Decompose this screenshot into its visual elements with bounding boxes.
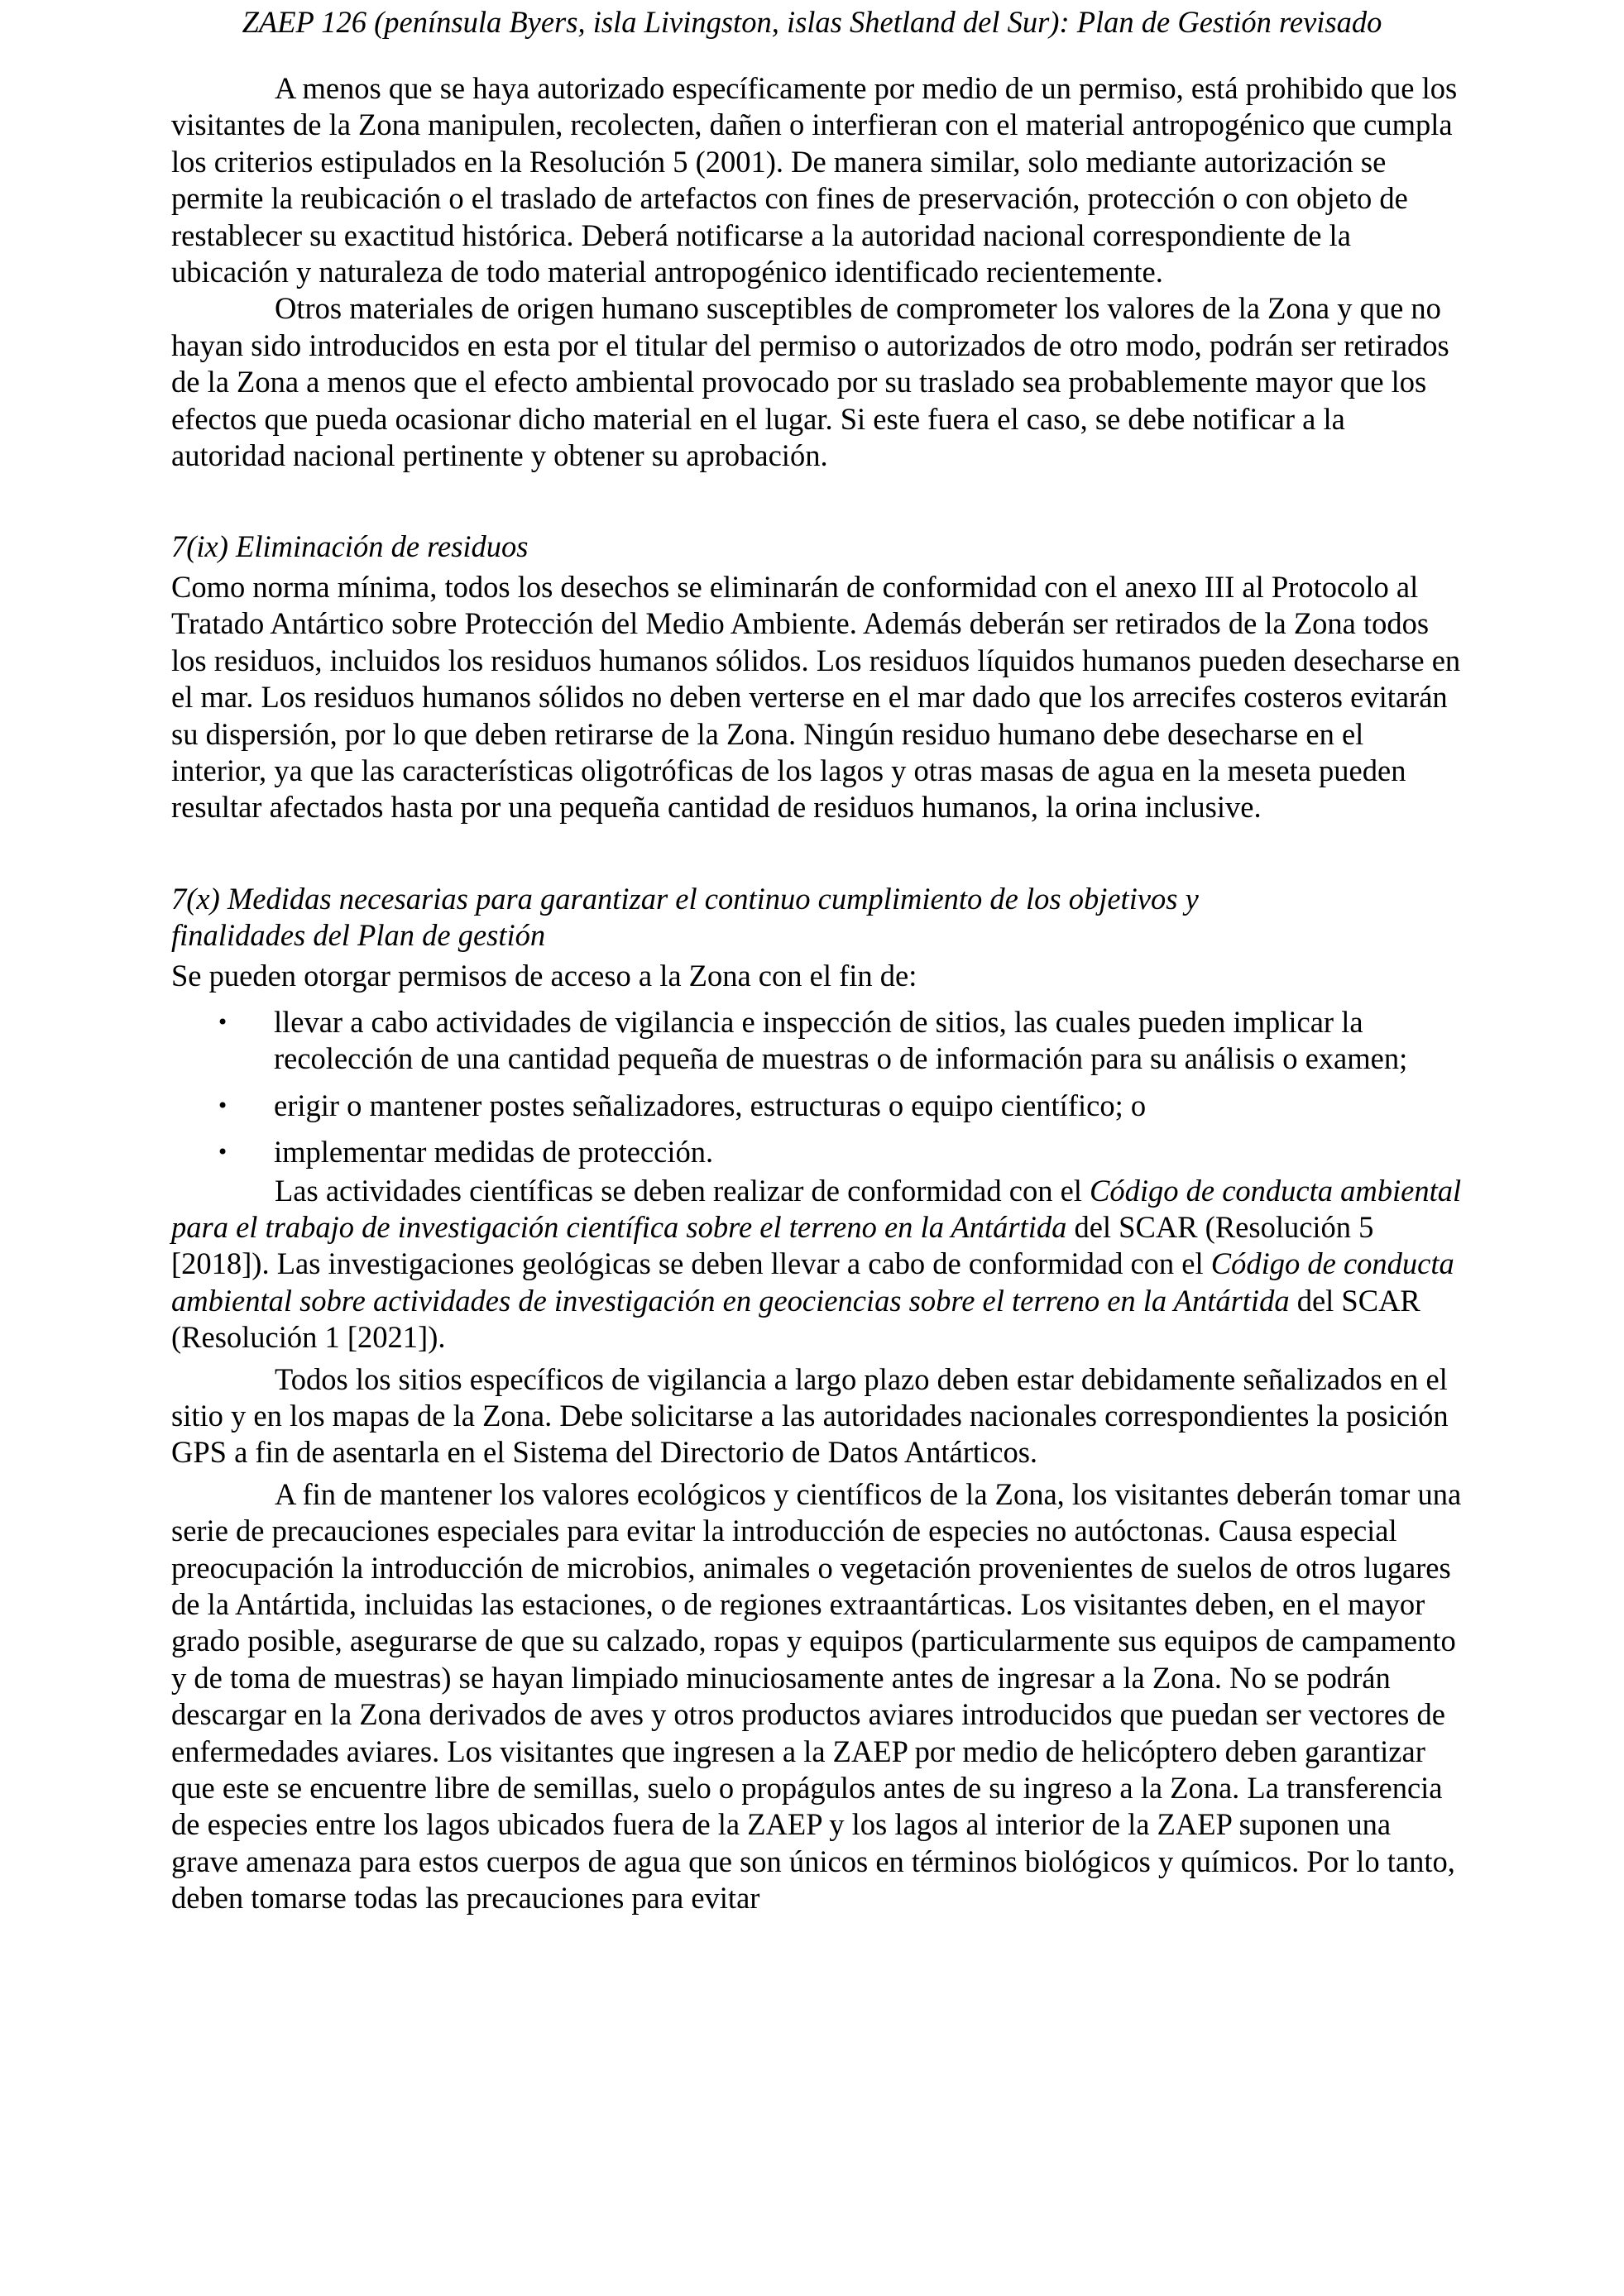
codes-text-1: Las actividades científicas se deben realizar de conformidad con el — [275, 1173, 1090, 1208]
bullet-icon: • — [217, 1010, 229, 1034]
paragraph-artifacts: A menos que se haya autorizado específicamente por medio de un permiso, está prohibido que los visitantes de la Zona manipulen, recolecten, dañen o interfieran con el material antropogénico que cumpla los criterios estipulados en la Resolución 5 (2001). De manera similar, solo mediante autorización se permite la reubicación o el traslado de artefactos con fines de preservación, protección o con objeto de restablecer su exactitud histórica. Deberá notificarse a la autoridad nacional correspondiente de la ubicación y naturaleza de todo material antropogénico identificado recientemente. — [171, 71, 1458, 289]
code-title-geosciences: Código de conducta ambiental sobre actividades de investigación en geociencias sobre el terreno en la Antártida — [171, 1246, 1454, 1318]
section-title-measures-line2: finalidades del Plan de gestión — [171, 918, 546, 953]
bullet-icon: • — [217, 1141, 229, 1165]
list-item — [171, 1088, 1462, 1124]
list-item — [171, 1004, 1462, 1078]
list-item-text: llevar a cabo actividades de vigilancia e inspección de sitios, las cuales pueden implicar la recolección de una cantidad pequeña de muestras o de información para su análisis o examen; — [274, 1004, 1408, 1076]
paragraph-codes-of-conduct — [171, 1173, 1462, 1356]
bullet-icon: • — [217, 1093, 229, 1117]
section-title-measures-line1: 7(x) Medidas necesarias para garantizar el continuo cumplimiento de los objetivos y — [171, 881, 1199, 916]
section-title-waste: 7(ix) Eliminación de residuos — [171, 529, 529, 564]
permit-purposes-list — [171, 1004, 1462, 1171]
running-header: ZAEP 126 (península Byers, isla Livingston, islas Shetland del Sur): Plan de Gestión revisado — [242, 5, 1382, 39]
codes-text-3: del SCAR (Resolución 1 [2021]). — [171, 1283, 1420, 1355]
list-item-text: implementar medidas de protección. — [274, 1135, 714, 1170]
paragraph-non-native-species: A fin de mantener los valores ecológicos y científicos de la Zona, los visitantes deberán tomar una serie de precauciones especiales para evitar la introducción de especies no autóctonas. Causa especial preocupación la introducción de microbios, animales o vegetación provenientes de suelos de otros lugares de la Antártida, incluidas las estaciones, o de regiones extraantárticas. Los visitantes deben, en el mayor grado posible, asegurarse de que su calzado, ropas y equipos (particularmente sus equipos de campamento y de toma de muestras) se hayan limpiado minuciosamente antes de ingresar a la Zona. No se podrán descargar en la Zona derivados de aves y otros productos aviares introducidos que puedan ser vectores de enfermedades aviares. Los visitantes que ingresen a la ZAEP por medio de helicóptero deben garantizar que este se encuentre libre de semillas, suelo o propágulos antes de su ingreso a la Zona. La transferencia de especies entre los lagos ubicados fuera de la ZAEP y los lagos al interior de la ZAEP suponen una grave amenaza para estos cuerpos de agua que son únicos en términos biológicos y químicos. Por lo tanto, deben tomarse todas las precauciones para evitar — [171, 1476, 1462, 1916]
list-item — [171, 1134, 1462, 1170]
codes-text-2: del SCAR (Resolución 5 [2018]). Las investigaciones geológicas se deben llevar a cabo de conformidad con el — [171, 1209, 1374, 1281]
code-title-scientific: Código de conducta ambiental para el trabajo de investigación científica sobre el terreno en la Antártida — [171, 1173, 1462, 1244]
paragraph-permits-intro: Se pueden otorgar permisos de acceso a la Zona con el fin de: — [171, 958, 917, 993]
list-item-text: erigir o mantener postes señalizadores, estructuras o equipo científico; o — [274, 1088, 1147, 1122]
paragraph-waste: Como norma mínima, todos los desechos se eliminarán de conformidad con el anexo III al Protocolo al Tratado Antártico sobre Protección del Medio Ambiente. Además deberán ser retirados de la Zona todos los residuos, incluidos los residuos humanos sólidos. Los residuos líquidos humanos pueden desecharse en el mar. Los residuos humanos sólidos no deben verterse en el mar dado que los arrecifes costeros evitarán su dispersión, por lo que deben retirarse de la Zona. Ningún residuo humano debe desecharse en el interior, ya que las características oligotróficas de los lagos y otras masas de agua en la meseta pueden resultar afectados hasta por una pequeña cantidad de residuos humanos, la orina inclusive. — [171, 569, 1461, 825]
paragraph-other-materials: Otros materiales de origen humano susceptibles de comprometer los valores de la Zona y que no hayan sido introducidos en esta por el titular del permiso o autorizados de otro modo, podrán ser retirados de la Zona a menos que el efecto ambiental provocado por su traslado sea probablemente mayor que los efectos que pueda ocasionar dicho material en el lugar. Si este fuera el caso, se debe notificar a la autoridad nacional pertinente y obtener su aprobación. — [171, 291, 1449, 473]
section-title-measures — [171, 881, 1462, 954]
paragraph-monitoring-sites: Todos los sitios específicos de vigilancia a largo plazo deben estar debidamente señalizados en el sitio y en los mapas de la Zona. Debe solicitarse a las autoridades nacionales correspondientes la posición GPS a fin de asentarla en el Sistema del Directorio de Datos Antárticos. — [171, 1361, 1449, 1470]
page-content — [171, 70, 1462, 1917]
